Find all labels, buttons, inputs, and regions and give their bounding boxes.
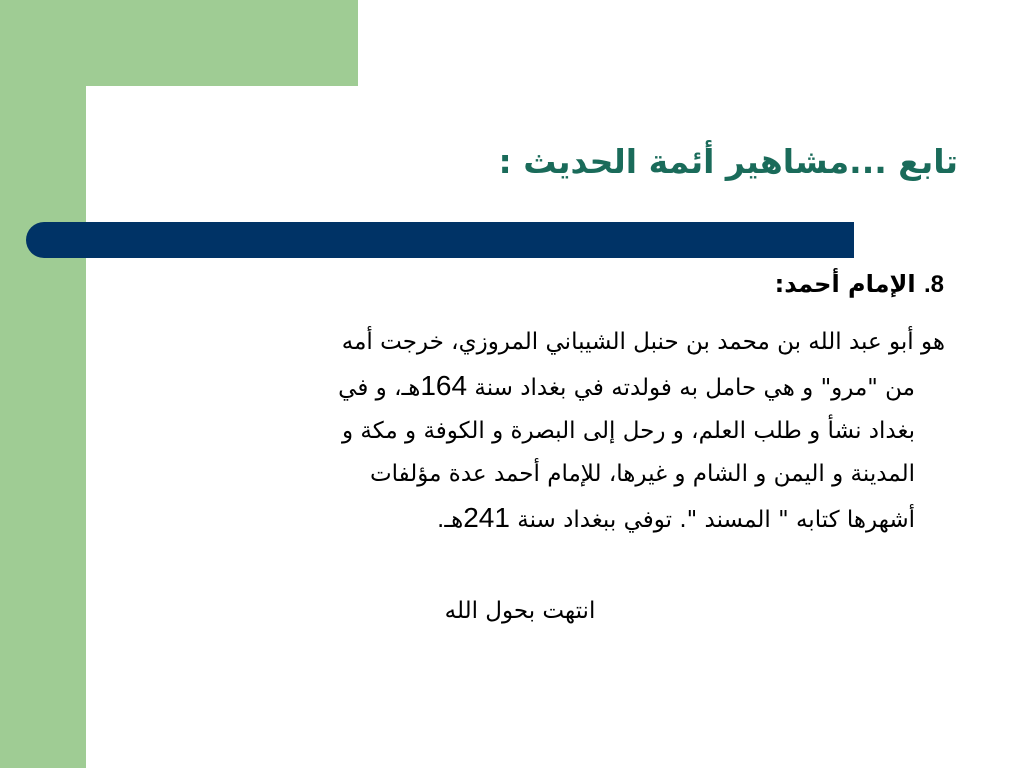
heading-number: 8. xyxy=(923,271,944,298)
title-underline-bar xyxy=(26,222,854,258)
closing-line: انتهت بحول الله xyxy=(444,598,596,624)
body-line-text: المدينة و اليمن و الشام و غيرها، للإمام أحمد عدة مؤلفات xyxy=(369,461,915,487)
green-top-band xyxy=(0,0,358,86)
death-year: 241 xyxy=(463,502,510,533)
body-line-text: هـ. xyxy=(437,507,464,533)
heading-text: الإمام أحمد: xyxy=(774,270,916,298)
body-line-text: من "مرو" و هي حامل به فولدته في بغداد سنة xyxy=(467,375,915,401)
body-line-3 xyxy=(120,410,945,453)
body-line-text: هـ، و في xyxy=(338,375,421,401)
birth-year: 164 xyxy=(420,370,468,401)
body-line-1 xyxy=(120,321,945,364)
body-line-text: بغداد نشأ و طلب العلم، و رحل إلى البصرة و الكوفة و مكة و xyxy=(341,418,915,444)
slide-title: تابع ...مشاهير أئمة الحديث : xyxy=(498,142,958,181)
section-heading xyxy=(344,270,944,299)
body-line-text: أشهرها كتابه " المسند ". توفي ببغداد سنة xyxy=(509,507,915,533)
body-line-5 xyxy=(120,496,945,542)
body-line-text: هو أبو عبد الله بن محمد بن حنبل الشيباني المروزي، خرجت أمه xyxy=(341,329,945,355)
green-side-band xyxy=(0,0,86,768)
body-paragraph xyxy=(120,321,945,542)
body-line-2 xyxy=(120,364,945,410)
body-line-4 xyxy=(120,453,945,496)
